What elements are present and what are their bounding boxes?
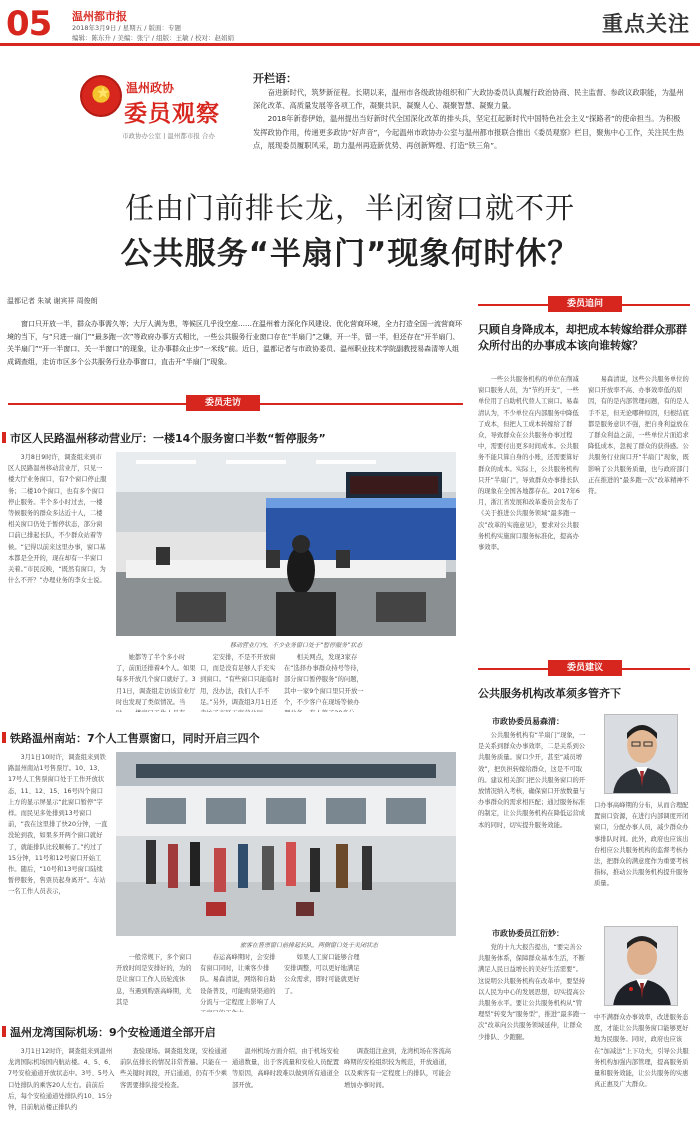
- member2-portrait: [604, 926, 678, 1006]
- story2-column: 一般常规下，多个窗口开放时间是安排好的，为的是让窗口工作人员轮流休息，当遇到购票高峰期，尤其是: [116, 954, 192, 1006]
- member2-side-column: 中不满群众办事效率，改进服务态度，才能让公共服务窗口能够更好地为民服务。同时，政府也应该在“加减法”上下功夫，引导公共服务机构加强内部管理，提高服务质量和服务效能，让公共服务的实惠真正惠及广大群众。: [594, 1014, 689, 1089]
- story1-title: 市区人民路温州移动营业厅：一楼14个服务窗口半数“暂停服务”: [10, 432, 326, 445]
- story1-column: 定安排，不是不开放窗口，而是没有足够人手充实到窗口。“有些窗口只能临时用，没办法，我们人手不足。”另外，调查组3月1日还: [200, 654, 279, 706]
- service-hall-photo: [116, 452, 456, 636]
- section-badge-jianyi: 委员建议: [548, 660, 622, 676]
- logo-top-text: 温州政协: [126, 81, 175, 95]
- section-name: 重点关注: [602, 12, 690, 36]
- column-banner: [0, 52, 700, 174]
- member2-name: 市政协委员江衍妙：: [492, 929, 564, 938]
- member1-side-column: 口办事高峰期的分布，从而合理配置窗口资源，在进行内部调度开闭窗口，分配办事人员，减少群众办事排队时间。此外，政府也应该出台相应公共服务机构的监督考核办法，把群众的满意度作为重要考核指标，推动公共服务机构提升服务质量。: [594, 802, 689, 888]
- lead-paragraph: 窗口只开放一半，群众办事需久等；大厅人满为患，等候区几乎没空座……在温州着力深化作风建设、优化营商环境，全力打造全国一流营商环境的当下，与“只进一扇门”“最多跑一次”等政府办事方式相比，一些公共服务行业窗口存在“半扇门”之嫌，开一半，留一半，但还存在“开半扇门、关半扇门”“开一半窗口、关一半窗口”的现象，让办事群众止步“一米线”前。近日，温都记者与市政协委员、温州职业技术学院副教授易森清等人组成调查组，走访市区多个公共服务行业办事窗口，直击开“半扇门”现象。: [7, 320, 462, 366]
- ticket-hall-photo: [116, 752, 456, 936]
- story3-column: 调查组注意到，龙湾机场在客流高峰期的安检组织较为规范，开放通道，以及乘客有一定程度上的排队，可能会增加办事时间。: [344, 1048, 452, 1089]
- member1-portrait: [604, 714, 678, 794]
- story2-column: 3月1日10时许，调查组来到铁路温州南站1号售票厅。10、13、17号人工售票窗口处于工作开放状态，11、12、15、16号四个窗口上方的显示屏显示“此窗口暂停”字样。而民见多处排到13号窗口前，“我在这里排了快20分钟，一直没轮到我，如果多开两个窗口就好了，就能排队比较顺畅了。”约过了15分钟，11号和12号窗口开始工作。随后，“10号和13号窗口陆续暂停服务，售票员起身离开”。车站一名工作人员表示，: [8, 754, 108, 896]
- story1-photo: [116, 452, 456, 636]
- page-number: 05: [6, 4, 52, 44]
- paper-meta-editors: 编辑：陈东升 / 美编：张宁 / 组版：王敏 / 校对：赵娟娟: [72, 34, 234, 42]
- member2-column: 党的十九大报告提出，“要完善公共服务体系，保障群众基本生活，不断满足人民日益增长的美好生活需要”。这说明公共服务机构在改革中，要坚持以人民为中心的发展思想，切实提高公共服务水平。要让公共服务机构从“管理型”转变为“服务型”，推进“最多跑一次”改革向公共服务领域延伸，让群众少排队、少跑腿。: [478, 944, 586, 1041]
- headline-line2: 公共服务“半扇门”现象何时休？: [120, 236, 580, 272]
- column-intro-paragraph: 奋进新时代，筑梦新征程。长期以来，温州市各级政协组织和广大政协委员认真履行政治协商、民主监督、参政议政职能，为温州深化改革、高质量发展等各项工作，凝聚共识、凝聚人心、凝聚智慧、凝聚力量。: [253, 88, 684, 111]
- story3-column: 查验现场。调查组发现，安检通道前队伍排长的情况非常普遍。只能在一些关键时间段，开启通道，仍有不少乘客需要排队接受检查。: [120, 1048, 228, 1089]
- member1-photo: [605, 715, 678, 794]
- story1-column: 3月8日9时许，调查组来到市区人民路温州移动营业厅，只见一楼大厅业务窗口，有7个窗口停止服务；二楼10个窗口，也有多个窗口停止服务。半个多小时过去，一楼等候服务的群众多达近十人，二楼相关窗口仍处于暂停状态，部分窗口前已排起长队，不少群众站着等候。“记得以前来这里办事，窗口基本都是全开的，现在却有一半窗口关着。”市民反映，“既然有窗口，为什么不开？”办理业务的李女士说。: [8, 454, 107, 585]
- logo-sub-text: 市政协办公室 | 温州都市报 合办: [122, 132, 215, 140]
- zhuiwen-title: 只顾自身降成本，却把成本转嫁给群众那群众所付出的办事成本该向谁转嫁？: [478, 323, 687, 352]
- story2-photo: [116, 752, 456, 936]
- column-intro-body: [253, 86, 685, 152]
- column-intro-paragraph: 2018年新春伊始，温州提出当好新时代全国深化改革的排头兵，坚定扛起新时代中国特色社会主义“探路者”的使命担当。为积极发挥政协作用，传递更多政协“好声音”，今起温州市政协办公室与温州都市报联合推出《委员观察》栏目，聚焦中心工作，关注民生热点，展现委员履职风采，助力温州再造新优势、再创新辉煌、打造“铁三角”。: [253, 114, 684, 150]
- story2-caption: 旅客在售票窗口前排起长队，两侧窗口处于关闭状态: [240, 942, 379, 949]
- story1-column: 相关网点，发现3家存在“选择办事群众持号等待，部分窗口暂停服务”的问题，其中一家9个窗口里只开放一个，不少客户在现场等候办: [284, 654, 364, 706]
- story3-title: 温州龙湾国际机场：9个安检通道全部开启: [10, 1026, 216, 1039]
- logo-main-text: 委员观察: [124, 101, 220, 127]
- story2-column: 春运高峰期时，会安排有窗口同时，让乘客少排队。易森清说，网络和自助设备普及，可能购票渠道的分流与一定程度上影响了人: [200, 954, 276, 1006]
- member2-photo: [605, 927, 678, 1006]
- story2-column: 如果人工窗口能够合理安排调整，可以更好地满足公众需求，即时可能就更好了。: [284, 954, 360, 995]
- paper-name: 温州都市报: [72, 10, 127, 23]
- member1-column: 公共服务机构有“半扇门”现象，一是关系到群众办事效率，二是关系到公共服务质量。窗口少开，甚至“减员增效”，把负担转嫁给群众，这是不可取的。建议相关部门把公共服务窗口的开放情况纳入考核，确保窗口开放数量与办事群众的需求相匹配；通过服务标准的制定，让公共服务机构在降低运营成本的同时，切实提升服务效能。: [478, 732, 586, 829]
- paper-meta-date: 2018年3月9日 / 星期五 / 版面：专题: [72, 24, 181, 32]
- section-badge-zhuiwen: 委员追问: [548, 296, 622, 312]
- zhuiwen-column: 一些公共服务机构的单位在削减窗口服务人员，为“节约开支”，一些单位用了自助机代替人工窗口。易森清认为，不少单位在内部服务中降低了成本，但把人工成本转嫁给了群众，导致群众在公共服务办事过程中，需要付出更多时间成本。公共服务不能只算自身的小账，还需要算好群众的成本。实际上，公共服务机构只开“半扇门”，导致群众办事排长队的现象在全国各地都存在。2017年6月，浙江省发展和改革委员会发布了《关于推进公共服务领域“最多跑一次”改革的实施意见》，要求对公共服务机构实施窗口服务标准化，提高办事效率。: [478, 376, 580, 552]
- headline-line1: 任由门前排长龙，半闭窗口就不开: [124, 191, 575, 225]
- story3-column: 3月1日12时许，调查组来到温州龙湾国际机场国内航站楼。4、5、6、7号安检通道开放状态中。3号、5号入口处排队的乘客20人左右。前前后后，每个安检通道处排队约10、15分钟，目前航站楼正排队约: [8, 1048, 115, 1112]
- story3-column: 温州机场方面介绍，由于机场安检通道数量，出于客流量和安检人员配置等原因，高峰时段难以做到所有通道全部开放。: [232, 1048, 340, 1089]
- jianyi-title: 公共服务机构改革须多管齐下: [478, 687, 621, 700]
- zhuiwen-column: 易森清说，这些公共服务单位的窗口开放率不高、办事效率低的原因，有的是内部管理问题，有的是人手不足，但无论哪种原因，归根结底都是服务意识不强，把自身利益放在了群众利益之前，一些单位片面追求降低成本，忽视了群众的获得感。公共服务行业窗口开“半扇门”现象，既影响了公共服务质量，也与政府部门正在推进的“最多跑一次”改革精神不符。: [588, 376, 689, 496]
- story1-column: 她都等了半个多小时了，前面还排着4个人。如果每多开放几个窗口就好了。3月1日，调查组走访该营业厅时也发现了类似情况。当: [116, 654, 196, 706]
- column-logo: [60, 67, 240, 157]
- byline: 温都记者 朱斌 谢宾祥 周俊朗: [7, 297, 98, 305]
- story2-title: 铁路温州南站：7个人工售票窗口，同时开启三四个: [10, 732, 260, 745]
- column-intro-title: 开栏语：: [253, 72, 297, 85]
- masthead: [0, 0, 700, 46]
- member1-name: 市政协委员易森清：: [492, 717, 564, 726]
- section-badge-zoufang: 委员走访: [186, 395, 260, 411]
- story1-caption: 移动营业厅内，不少业务窗口处于“暂停服务”状态: [230, 642, 363, 649]
- cppcc-emblem-icon: ★: [80, 75, 122, 117]
